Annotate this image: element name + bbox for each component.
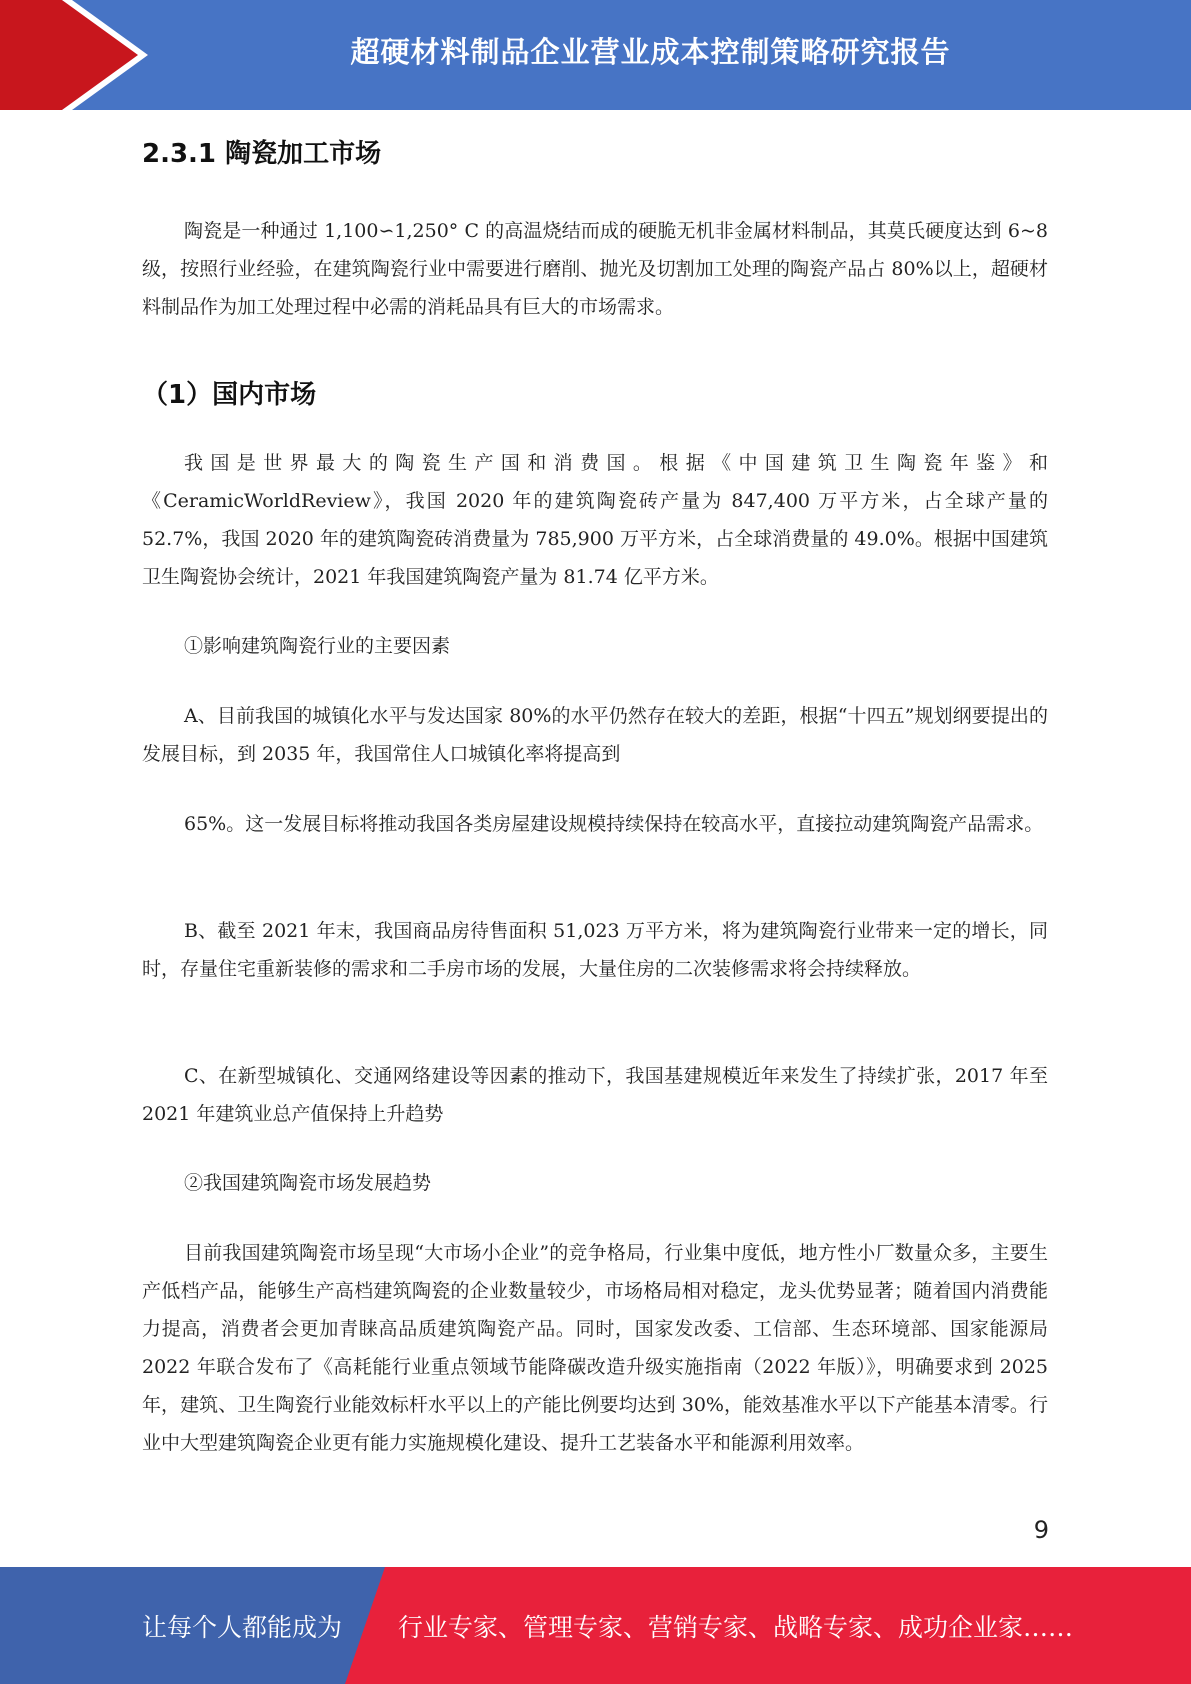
report-title: 超硬材料制品企业营业成本控制策略研究报告 <box>350 34 951 69</box>
section-heading: 2.3.1 陶瓷加工市场 <box>142 139 382 169</box>
sub-heading-domestic-market: （1）国内市场 <box>142 380 317 410</box>
factor-a-continued-paragraph: 65%。这一发展目标将推动我国各类房屋建设规模持续保持在较高水平，直接拉动建筑陶瓷产品需求。 <box>184 813 1044 835</box>
factor-b-paragraph: B、截至 2021 年末，我国商品房待售面积 51,023 万平方米，将为建筑陶瓷行业带来一定的增长，同时，存量住宅重新装修的需求和二手房市场的发展，大量住房的二次装修需求将会持续释放。 <box>142 920 1048 980</box>
factor-a-paragraph: A、目前我国的城镇化水平与发达国家 80%的水平仍然存在较大的差距，根据“十四五”规划纲要提出的发展目标，到 2035 年，我国常住人口城镇化率将提高到 <box>142 705 1048 765</box>
trend-heading: ②我国建筑陶瓷市场发展趋势 <box>184 1172 432 1194</box>
trend-paragraph: 目前我国建筑陶瓷市场呈现“大市场小企业”的竞争格局，行业集中度低，地方性小厂数量众多，主要生产低档产品，能够生产高档建筑陶瓷的企业数量较少，市场格局相对稳定，龙头优势显著；随着国内消费能力提高，消费者会更加青睐高品质建筑陶瓷产品。同时，国家发改委、工信部、生态环境部、国家能源局 2022 年联合发布了《高耗能行业重点领域节能降碳改造升级实施指南（2022 年版）》，明确要求到 2025 年，建筑、卫生陶瓷行业能效标杆水平以上的产能比例要均达到 30%，能效基准水平以下产能基本清零。行业中大型建筑陶瓷企业更有能力实施规模化建设、提升工艺装备水平和能源利用效率。 <box>142 1242 1048 1454</box>
factor-c-paragraph: C、在新型城镇化、交通网络建设等因素的推动下，我国基建规模近年来发生了持续扩张，2017 年至 2021 年建筑业总产值保持上升趋势 <box>142 1065 1048 1125</box>
factor-heading: ①影响建筑陶瓷行业的主要因素 <box>184 635 451 657</box>
header-chevron-decoration <box>0 0 150 110</box>
page-header <box>0 0 1191 110</box>
intro-paragraph: 陶瓷是一种通过 1,100∽1,250° C 的高温烧结而成的硬脆无机非金属材料制品，其莫氏硬度达到 6~8 级，按照行业经验，在建筑陶瓷行业中需要进行磨削、抛光及切割加工处理的陶瓷产品占 80%以上，超硬材料制品作为加工处理过程中必需的消耗品具有巨大的市场需求。 <box>142 220 1048 318</box>
page-number: 9 <box>1033 1516 1049 1544</box>
domestic-market-paragraph: 我国是世界最大的陶瓷生产国和消费国。根据《中国建筑卫生陶瓷年鉴》和《CeramicWorldReview》，我国 2020 年的建筑陶瓷砖产量为 847,400 万平方米，占全球产量的 52.7%，我国 2020 年的建筑陶瓷砖消费量为 785,900 万平方米，占全球消费量的 49.0%。根据中国建筑卫生陶瓷协会统计，2021 年我国建筑陶瓷产量为 81.74 亿平方米。 <box>142 452 1048 588</box>
footer-slogan-left: 让每个人都能成为 <box>142 1612 343 1642</box>
page-footer <box>0 1567 1191 1684</box>
footer-slogan-right: 行业专家、管理专家、营销专家、战略专家、成功企业家…… <box>398 1612 1074 1642</box>
